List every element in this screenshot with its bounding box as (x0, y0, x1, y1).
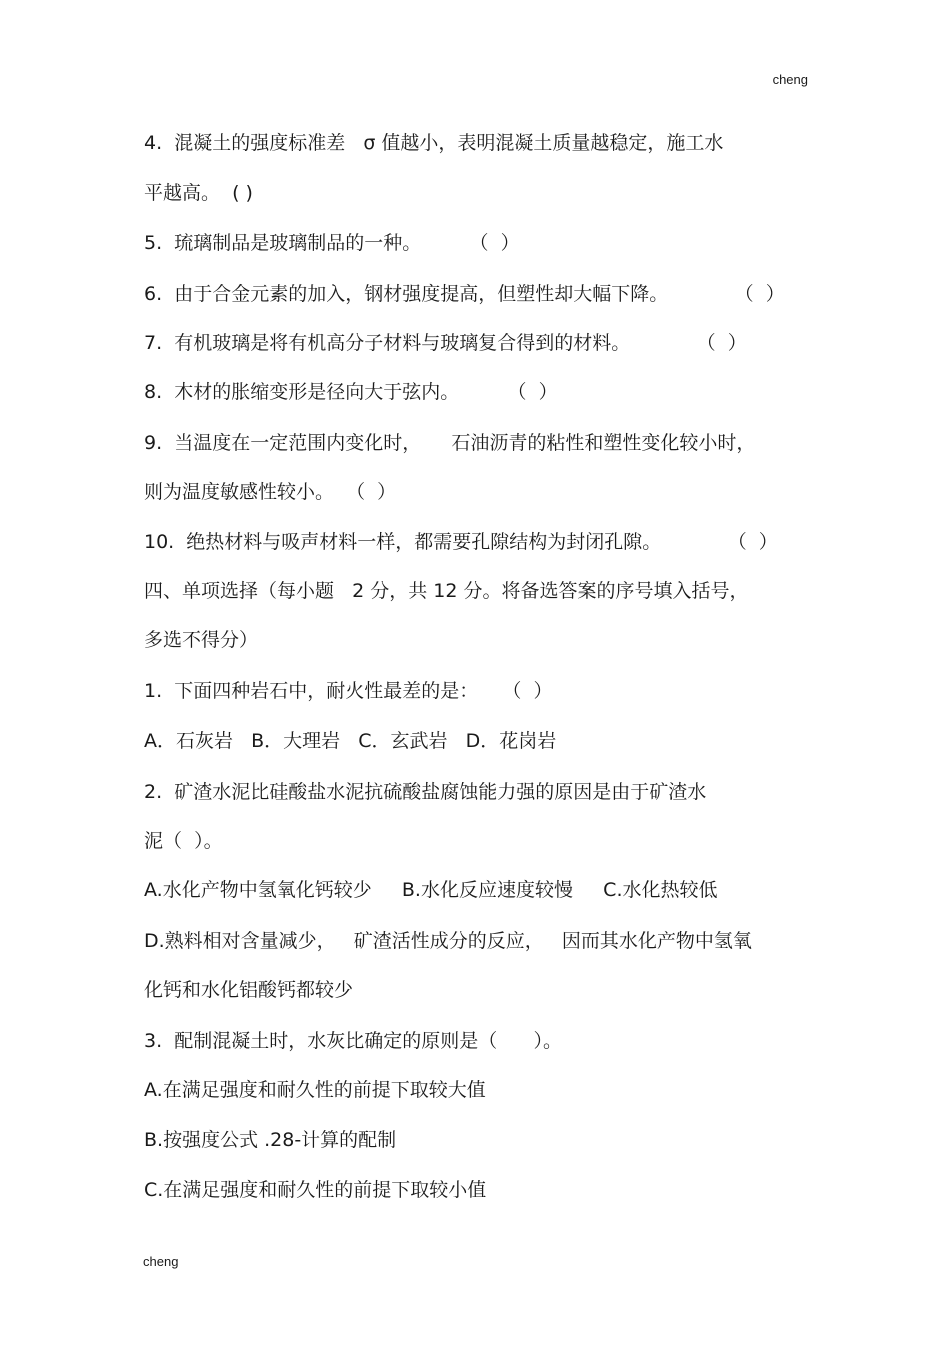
text-line: 8. 木材的胀缩变形是径向大于弦内。 （ ） (144, 381, 558, 403)
text-line: 10. 绝热材料与吸声材料一样，都需要孔隙结构为封闭孔隙。 （ ） (144, 531, 778, 553)
question-1: 1. 下面四种岩石中，耐火性最差的是： （ ） (144, 680, 553, 702)
question-2: 2. 矿渣水泥比硅酸盐水泥抗硫酸盐腐蚀能力强的原因是由于矿渣水 (144, 781, 707, 803)
text-line: 9. 当温度在一定范围内变化时， 石油沥青的粘性和塑性变化较小时， (144, 432, 756, 454)
text-line: 平越高。 ( ) (144, 182, 253, 204)
page-footer: cheng (143, 1254, 179, 1269)
text-line: 化钙和水化铝酸钙都较少 (144, 979, 354, 1001)
text-line: 6. 由于合金元素的加入，钢材强度提高，但塑性却大幅下降。 （ ） (144, 283, 785, 305)
question-3-option-a: A.在满足强度和耐久性的前提下取较大值 (144, 1079, 486, 1101)
text-line: 多选不得分） (144, 629, 259, 651)
text-line: 则为温度敏感性较小。 （ ） (144, 481, 397, 503)
question-1-options: A．石灰岩 B．大理岩 C．玄武岩 D．花岗岩 (144, 730, 557, 752)
text-line: 4. 混凝土的强度标准差 σ 值越小，表明混凝土质量越稳定，施工水 (144, 132, 724, 154)
question-2-options: A.水化产物中氢氧化钙较少 B.水化反应速度较慢 C.水化热较低 (144, 879, 718, 901)
question-2-option-d: D.熟料相对含量减少， 矿渣活性成分的反应， 因而其水化产物中氢氧 (144, 930, 752, 952)
text-line: 7. 有机玻璃是将有机高分子材料与玻璃复合得到的材料。 （ ） (144, 332, 747, 354)
text-line: 泥（ ）。 (144, 830, 223, 852)
question-3: 3. 配制混凝土时，水灰比确定的原则是（ ）。 (144, 1030, 562, 1052)
section-heading: 四、单项选择（每小题 2 分，共 12 分。将备选答案的序号填入括号， (144, 580, 749, 602)
page-header: cheng (772, 72, 808, 87)
question-3-option-b: B.按强度公式 .28-计算的配制 (144, 1129, 397, 1151)
question-3-option-c: C.在满足强度和耐久性的前提下取较小值 (144, 1179, 487, 1201)
text-line: 5. 琉璃制品是玻璃制品的一种。 （ ） (144, 232, 520, 254)
